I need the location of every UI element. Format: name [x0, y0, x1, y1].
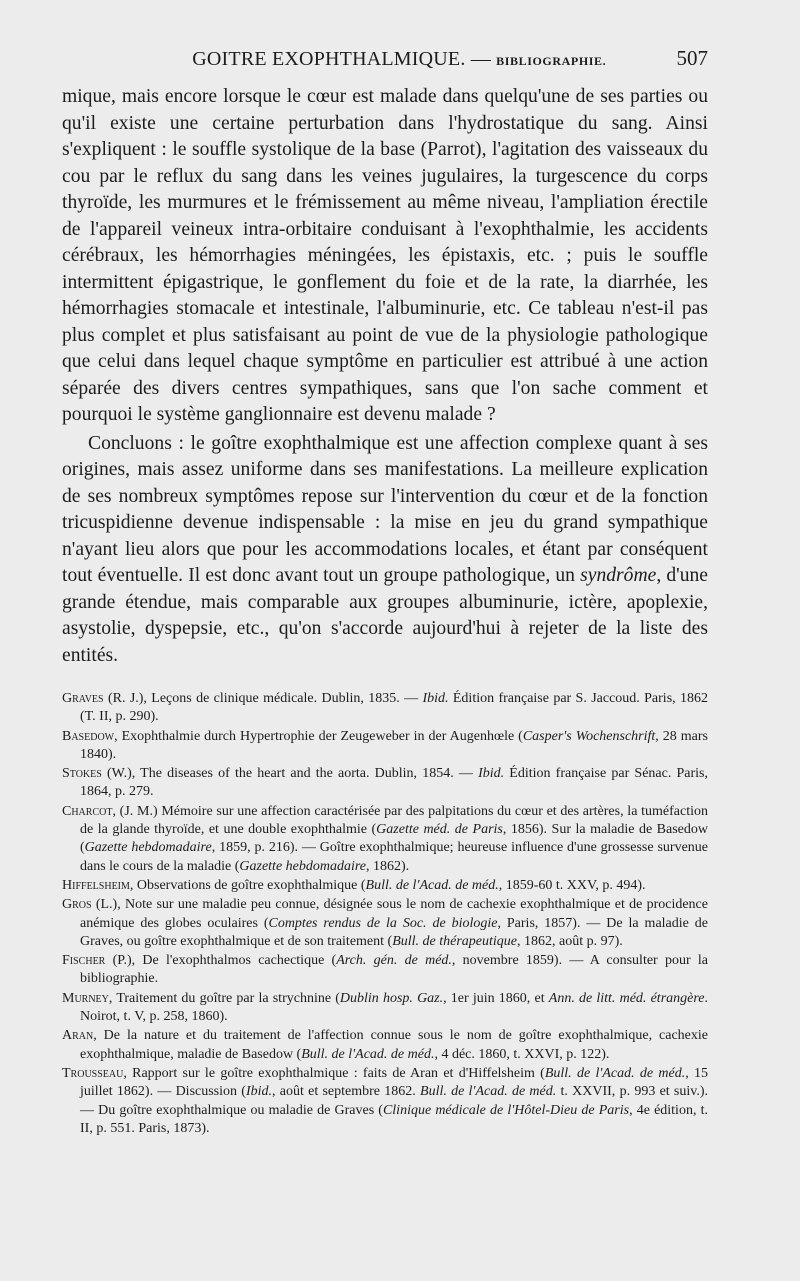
bibliography-text: Édition française par S. Jaccoud. Paris, 1862 (T. II, p. 290).	[80, 691, 709, 725]
bibliography-author: Fischer	[62, 953, 106, 969]
bibliography-source-title: Bull. de l'Acad. de méd.	[301, 1046, 435, 1062]
bibliography-author: Stokes	[62, 766, 102, 782]
bibliography-text: , 15 juillet 1862). — Discussion (	[80, 1065, 709, 1100]
main-text	[62, 84, 708, 669]
bibliography-text: , 1862).	[366, 858, 410, 874]
bibliography-text: (L.), Note sur une maladie peu connue, désignée sous le nom de cachexie exophthalmique et de procidence anémique des globes oculaires (	[80, 897, 708, 931]
bibliography-source-title: Gazette hebdomadaire	[239, 858, 367, 874]
bibliography-source-title: Ibid.	[245, 1084, 273, 1100]
bibliography-entry	[62, 1027, 708, 1064]
bibliography-text: t. XXVII, p. 993 et suiv.). — Du goître exophthalmique ou maladie de Graves (	[80, 1084, 709, 1118]
bibliography-author: Graves	[62, 691, 104, 706]
bibliography-entry	[62, 803, 708, 876]
bibliography-source-title: Clinique médicale de l'Hôtel-Dieu de Paris	[382, 1102, 630, 1118]
running-title	[62, 48, 677, 71]
bibliography-source-title: Comptes rendus de la Soc. de biologie	[268, 915, 498, 931]
bibliography-text: , De la nature et du traitement de l'affection connue sous le nom de goître exophthalmique, cachexie exophthalmique, maladie de Basedow (	[80, 1028, 708, 1062]
bibliography-entry	[62, 896, 708, 951]
paragraph-2-start: Concluons : le goître exophthalmique est une affection complexe quant à ses origines, mais assez uniforme dans ses manifestations. La meilleure explication de ses nombreux symptômes repose sur l'intervention du cœur et de la fonction tricuspidienne devenue indispensable : la mise en jeu du grand sympathique n'ayant lieu alors que pour les accommodations locales, et étant par conséquent tout éventuelle. Il est donc avant tout un groupe pathologique, un	[62, 432, 708, 586]
bibliography-text: , 4e édition, t. II, p. 551. Paris, 1873).	[80, 1102, 708, 1136]
paragraph-1: mique, mais encore lorsque le cœur est malade dans quelqu'une de ses parties ou qu'il existe une certaine perturbation dans l'hydrostatique du sang. Ainsi s'expliquent : le souffle systolique de la base (Parrot), l'agitation des vaisseaux du cou par le reflux du sang dans les veines jugulaires, la turgescence du corps thyroïde, les murmures et le frémissement au même niveau, l'ampliation érectile de l'appareil veineux intra-orbitaire conduisant à l'exophthalmie, les accidents cérébraux, les hémorrhagies méningées, les épistaxis, etc. ; puis le souffle intermittent épigastrique, le gonflement du foie et de la rate, la diarrhée, les hémorrhagies stomacale et intestinale, l'albuminurie, etc. Ce tableau n'est-il pas plus complet et plus satisfaisant au point de vue de la physiologie pathologique que celui dans lequel chaque symptôme en particulier est attribué à une action séparée des divers centres sympathiques, sans que l'on sache comment et pourquoi le système ganglionnaire est devenu malade ?	[62, 86, 708, 425]
bibliography-entry	[62, 877, 708, 895]
bibliography-text: (R. J.), Leçons de clinique médicale. Dublin, 1835. —	[103, 691, 423, 706]
bibliography-text: , août et septembre 1862.	[272, 1084, 421, 1100]
bibliography-author: Hiffelsheim	[62, 877, 130, 893]
bibliography-source-title: Bull. de l'Acad. de méd.	[544, 1065, 686, 1081]
paragraph-2-emphasis: syndrôme	[580, 565, 657, 586]
bibliography-text: , Paris, 1857). — De la maladie de Graves, ou goître exophthalmique et de son traitement (	[80, 915, 708, 949]
bibliography-text: , 1862, août p. 97).	[517, 933, 623, 949]
bibliography-text: Édition française par Sénac. Paris, 1864, p. 279.	[80, 766, 708, 800]
bibliography-author: Gros	[62, 897, 92, 913]
bibliography-source-title: Gazette hebdomadaire	[84, 840, 212, 856]
bibliography-text: , 1859, p. 216). — Goître exophthalmique; heureuse influence d'une grossesse survenue dans le cours de la maladie (	[80, 840, 708, 874]
bibliography-text: , 1859-60 t. XXV, p. 494).	[498, 877, 646, 893]
running-section: BIBLIOGRAPHIE.	[496, 54, 607, 68]
bibliography-list	[62, 690, 708, 1139]
bibliography-source-title: Arch. gén. de méd.	[336, 953, 452, 969]
paragraph-2	[62, 431, 708, 670]
bibliography-text: , 28 mars 1840).	[80, 728, 708, 762]
bibliography-text: , (J. M.) Mémoire sur une affection caractérisée par des palpitations du cœur et des artères, la tuméfaction de la glande thyroïde, et une double exophthalmie (	[80, 803, 708, 838]
bibliography-author: Aran	[62, 1028, 94, 1044]
bibliography-source-title: Ann. de litt. méd. étrangère	[548, 990, 705, 1006]
bibliography-source-title: Bull. de l'Acad. de méd.	[365, 877, 499, 893]
bibliography-author: Trousseau	[62, 1065, 124, 1081]
bibliography-text: , Exophthalmie durch Hypertrophie der Zeugeweber in der Augenhœle (	[114, 728, 523, 744]
bibliography-author: Murney	[62, 990, 109, 1006]
bibliography-entry	[62, 1065, 708, 1138]
bibliography-author: Charcot	[62, 803, 113, 819]
page-number: 507	[676, 46, 708, 70]
bibliography-text: , 1856). Sur la maladie de Basedow (	[80, 822, 708, 856]
bibliography-text: , 4 déc. 1860, t. XXVI, p. 122).	[434, 1046, 610, 1062]
bibliography-source-title: Bull. de thérapeutique	[392, 933, 517, 949]
bibliography-text: (W.), The diseases of the heart and the aorta. Dublin, 1854. —	[101, 766, 479, 782]
bibliography-text: . Noirot, t. V, p. 258, 1860).	[80, 990, 709, 1025]
bibliography-text: (P.), De l'exophthalmos cachectique (	[105, 953, 337, 969]
bibliography-source-title: Casper's Wochenschrift	[522, 728, 656, 744]
running-title-text: GOITRE EXOPHTHALMIQUE.	[192, 48, 466, 70]
bibliography-entry	[62, 990, 708, 1027]
bibliography-text: , 1er juin 1860, et	[443, 990, 549, 1006]
bibliography-source-title: Ibid.	[422, 691, 449, 706]
bibliography-text: , Observations de goître exophthalmique (	[129, 877, 366, 893]
bibliography-source-title: Ibid.	[478, 766, 505, 782]
bibliography-source-title: Gazette méd. de Paris	[376, 822, 503, 838]
bibliography-source-title: Bull. de l'Acad. de méd.	[420, 1084, 557, 1100]
running-title-dash: —	[470, 48, 491, 70]
bibliography-entry	[62, 690, 708, 727]
bibliography-entry	[62, 952, 708, 989]
bibliography-entry	[62, 765, 708, 802]
bibliography-text: , Rapport sur le goître exophthalmique : faits de Aran et d'Hiffelsheim (	[123, 1065, 545, 1081]
running-header	[62, 46, 708, 78]
bibliography-text: , novembre 1859). — A consulter pour la bibliographie.	[80, 953, 708, 987]
bibliography-source-title: Dublin hosp. Gaz.	[339, 990, 444, 1006]
bibliography-entry	[62, 728, 708, 765]
paragraph-2-end: , d'une grande étendue, mais comparable aux groupes albuminurie, ictère, apoplexie, asystolie, dyspepsie, etc., qu'on s'accorde aujourd'hui à rejeter de la liste des entités.	[62, 565, 708, 666]
bibliography-text: , Traitement du goître par la strychnine (	[108, 990, 340, 1006]
bibliography-author: Basedow	[62, 728, 115, 744]
